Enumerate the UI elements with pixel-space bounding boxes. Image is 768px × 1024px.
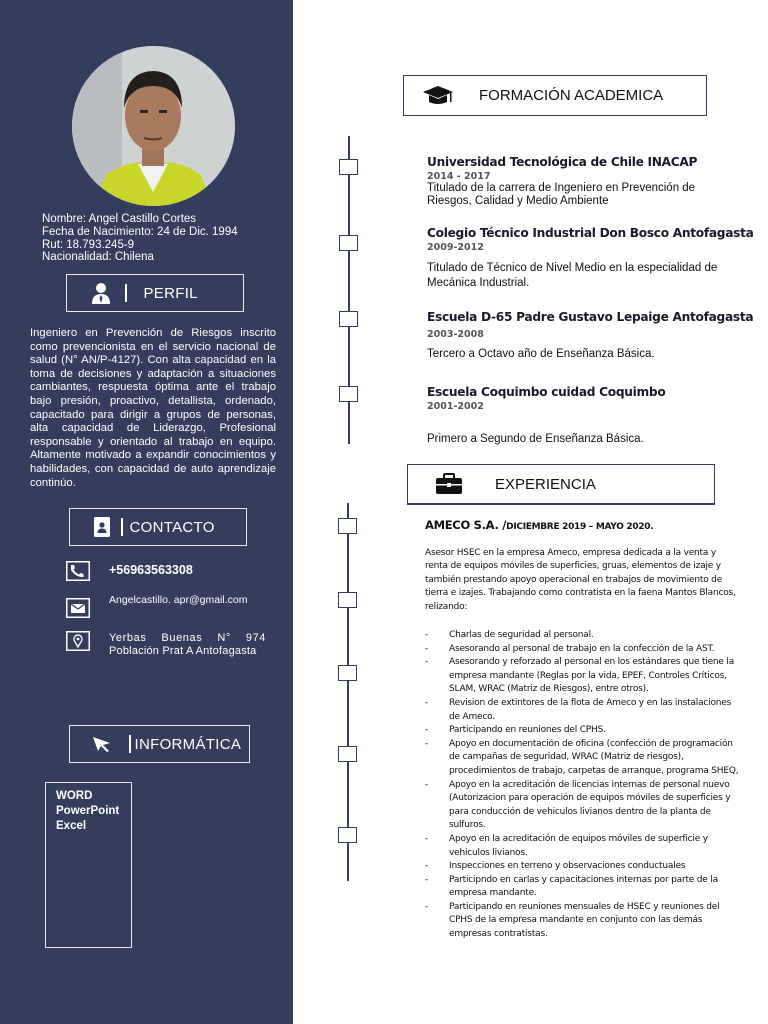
skill-item: PowerPoint xyxy=(56,805,120,817)
list-item: - Asesorando al personal de trabajo en la confección de la AST. xyxy=(425,643,743,657)
education-item xyxy=(427,226,754,291)
list-item: - Participando en reuniones mensuales de HSEC y reuniones del CPHS de la empresa mandante en conjunto con las demás empresas contratistas. xyxy=(425,901,743,942)
email-row xyxy=(66,594,248,618)
education-title: FORMACIÓN ACADEMICA xyxy=(479,87,664,104)
rut-text: Rut: 18.793.245-9 xyxy=(42,238,135,251)
cursor-icon xyxy=(92,736,112,752)
skill-item: Excel xyxy=(56,820,87,832)
nationality-text: Nacionalidad: Chilena xyxy=(42,251,154,264)
timeline-node xyxy=(338,518,357,534)
birth-date-text: Fecha de Nacimiento: 24 de Dic. 1994 xyxy=(42,225,238,238)
list-item: - Revision de extintores de la flota de Ameco y en las instalaciones de Ameco. xyxy=(425,697,743,724)
timeline-node xyxy=(338,827,357,843)
list-item: - Apoyo en la acreditación de equipos móviles de superficie y vehiculos livianos. xyxy=(425,833,743,860)
education-item xyxy=(427,385,727,446)
contact-header-divider xyxy=(121,518,123,536)
phone-row xyxy=(66,561,193,581)
timeline-node xyxy=(338,746,357,762)
graduation-cap-icon xyxy=(421,84,455,108)
phone-icon xyxy=(66,561,90,581)
briefcase-icon xyxy=(435,473,463,495)
list-item: - Inspecciones en terreno y observaciones conductuales xyxy=(425,860,743,874)
school-name: Colegio Técnico Industrial Don Bosco Antofagasta xyxy=(427,226,754,240)
school-years: 2009-2012 xyxy=(427,242,484,253)
school-name: Universidad Tecnológica de Chile INACAP xyxy=(427,155,698,169)
timeline-node xyxy=(339,235,358,251)
school-years: 2014 - 2017 xyxy=(427,171,491,182)
experience-timeline-line xyxy=(347,503,349,881)
school-years: 2003-2008 xyxy=(427,329,484,340)
contact-title: CONTACTO xyxy=(129,518,215,536)
phone-text[interactable]: +56963563308 xyxy=(109,563,193,577)
job-heading xyxy=(425,518,653,532)
list-item: - Participndo en carlas y capacitaciones internas por parte de la empresa mandante. xyxy=(425,874,743,901)
timeline-node xyxy=(338,592,357,608)
profile-title: PERFIL xyxy=(143,284,198,302)
location-pin-icon xyxy=(66,631,90,651)
timeline-node xyxy=(338,665,357,681)
list-item: - Charlas de seguridad al personal. xyxy=(425,629,743,643)
it-header-divider xyxy=(129,735,131,753)
school-description: Titulado de la carrera de Ingeniero en Prevención de Riesgos, Calidad y Medio Ambiente xyxy=(427,182,696,207)
experience-header xyxy=(407,464,715,505)
education-header xyxy=(403,75,707,116)
personal-info xyxy=(42,213,238,264)
name-text: Nombre: Angel Castillo Cortes xyxy=(42,213,197,225)
person-icon xyxy=(91,282,111,304)
address-row xyxy=(66,631,266,658)
profile-photo xyxy=(72,46,235,206)
school-description: Primero a Segundo de Enseñanza Básica. xyxy=(427,433,644,445)
address-text xyxy=(109,632,266,658)
school-description: Tercero a Octavo año de Enseñanza Básica. xyxy=(427,348,655,360)
list-item: - Apoyo en documentación de oficina (confección de programación de campañas de seguridad, WRAC (Matriz de riesgos), procedimientos de trabajo, carpetas de arranque, programa SHEQ, xyxy=(425,738,743,779)
school-years: 2001-2002 xyxy=(427,401,484,412)
contact-header xyxy=(69,508,247,546)
job-description: Asesor HSEC en la empresa Ameco, empresa dedicada a la venta y renta de equipos móviles de superficies, gruas, elementos de izaje y también prestando apoyo operacional en trabajos de movimiento de tierra e izajes. Trabajando como contratista en la faena Mantos Blancos, relizando: xyxy=(425,548,736,612)
timeline-node xyxy=(339,311,358,327)
list-item: - Participando en reuniones del CPHS. xyxy=(425,724,743,738)
education-item xyxy=(427,155,727,208)
job-tasks-list xyxy=(425,629,743,942)
experience-title: EXPERIENCIA xyxy=(495,475,596,493)
address-line-1: Yerbas Buenas N° 974 xyxy=(109,632,266,644)
timeline-node xyxy=(339,159,358,175)
school-description: Titulado de Técnico de Nivel Medio en la especialidad de Mecánica Industrial. xyxy=(427,262,718,289)
it-header xyxy=(69,725,250,763)
skills-box xyxy=(45,782,132,948)
sidebar xyxy=(0,0,293,1024)
contact-card-icon xyxy=(94,517,110,537)
school-name: Escuela Coquimbo cuidad Coquimbo xyxy=(427,385,666,399)
it-title: INFORMÁTICA xyxy=(134,735,242,753)
profile-header-divider xyxy=(125,284,127,302)
address-line-2: Población Prat A Antofagasta xyxy=(109,645,257,657)
mail-icon xyxy=(66,598,90,618)
profile-header xyxy=(66,274,244,312)
list-item: - Apoyo en la acreditación de licencias internas de personal nuevo (Autorizacion para operación de equipos móviles de superficies y para conducción de vehiculos livianos dentro de la planta de sulfuros. xyxy=(425,779,743,833)
email-text[interactable]: Angelcastillo. apr@gmail.com xyxy=(109,594,248,606)
education-item xyxy=(427,310,754,361)
company-name: AMECO S.A. / xyxy=(425,518,507,532)
timeline-node xyxy=(339,386,358,402)
skill-item: WORD xyxy=(56,790,93,802)
job-dates: DICIEMBRE 2019 – MAYO 2020. xyxy=(506,522,654,532)
list-item: - Asesorando y reforzado al personal en los estándares que tiene la empresa mandante (Reglas por la vida, EPEF, Controles Críticos, SLAM, WRAC (Matriz de Riesgos), entre otros). xyxy=(425,656,743,697)
profile-text: Ingeniero en Prevención de Riesgos inscrito como prevencionista en el servicio nacional de salud (N° AN/P-4127). Con alta capacidad en la toma de decisiones y adaptación a situaciones cambiantes, respuesta óptima ante el trabajo bajo presión, proactivo, detallista, ordenado, capacitado para dirigir a grupos de personas, alta capacidad de Liderazgo, Profesional responsable y orientado al trabajo en equipo. Altamente motivado a expandir conocimientos y habilidades, con capacidad de auto aprendizaje continúo. xyxy=(30,327,276,489)
school-name: Escuela D-65 Padre Gustavo Lepaige Antofagasta xyxy=(427,310,754,324)
